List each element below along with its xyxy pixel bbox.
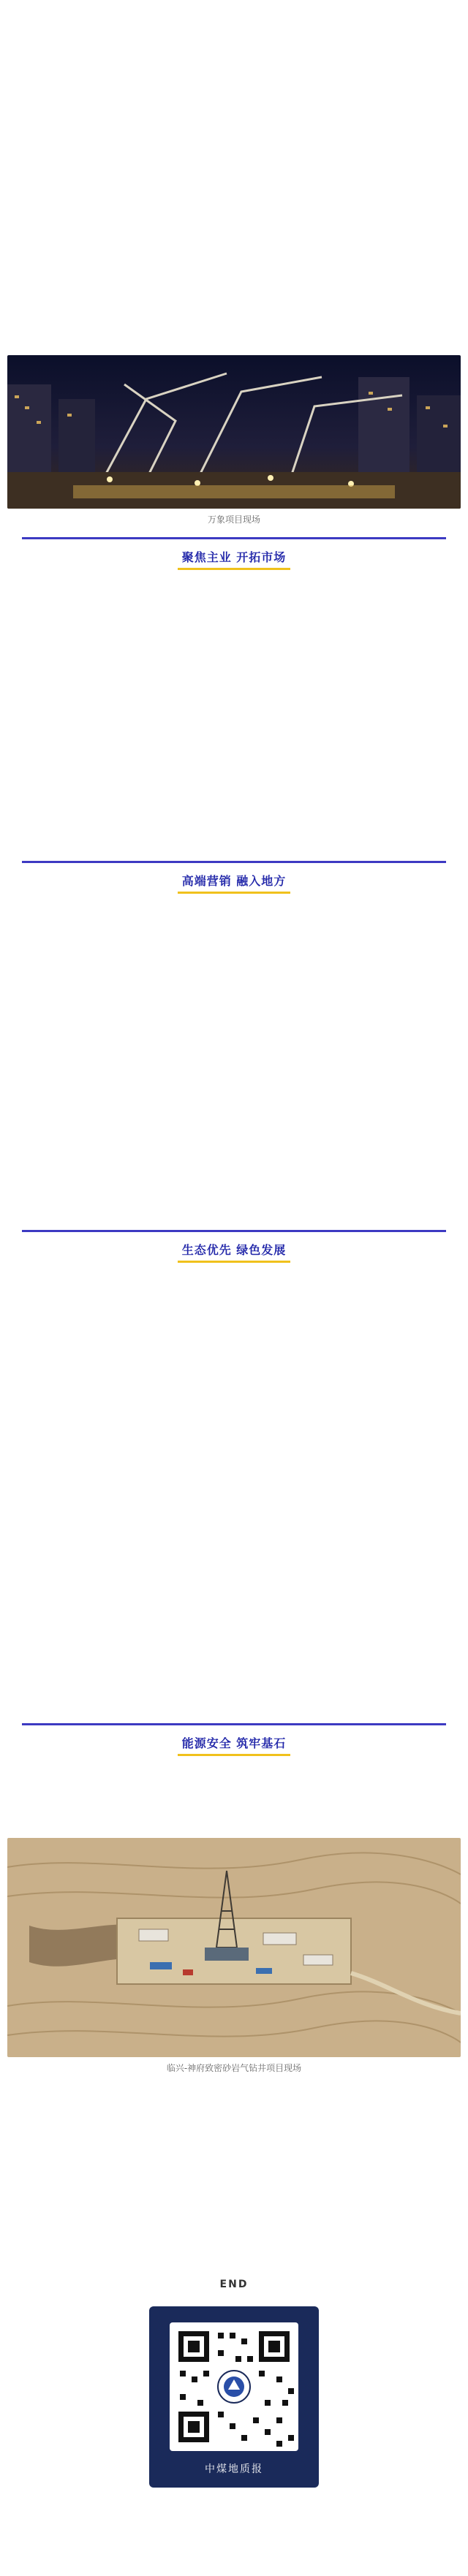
section-header-market — [7, 537, 461, 570]
end-marker: END — [219, 2279, 249, 2290]
energy-paragraphs — [7, 2084, 461, 2261]
section-rule — [22, 537, 446, 539]
drilling-site-photo — [7, 1838, 461, 2057]
qr-code[interactable] — [170, 2322, 298, 2451]
section-header-marketing — [7, 861, 461, 894]
energy-intro-paragraphs — [7, 1766, 461, 1832]
article-body — [7, 0, 461, 2488]
intro-paragraphs — [7, 38, 461, 349]
section-title: 能源安全 筑牢基石 — [178, 1734, 291, 1756]
section-rule — [22, 861, 446, 863]
brand-name: 中煤地质报 — [205, 2463, 263, 2475]
marketing-paragraphs — [7, 904, 461, 1218]
photo-caption: 万象项目现场 — [207, 514, 260, 525]
section-rule — [22, 1230, 446, 1232]
photo-caption: 临兴-神府致密砂岩气钻井项目现场 — [166, 2063, 302, 2073]
construction-site-photo — [7, 355, 461, 509]
section-title: 高端营销 融入地方 — [178, 872, 291, 894]
market-paragraphs — [7, 580, 461, 849]
ecology-paragraphs — [7, 1273, 461, 1711]
section-title: 聚焦主业 开拓市场 — [178, 548, 291, 570]
section-header-ecology — [7, 1230, 461, 1263]
qr-code-card — [149, 2306, 319, 2488]
section-rule — [22, 1723, 446, 1725]
section-header-energy — [7, 1723, 461, 1756]
section-title: 生态优先 绿色发展 — [178, 1241, 291, 1263]
